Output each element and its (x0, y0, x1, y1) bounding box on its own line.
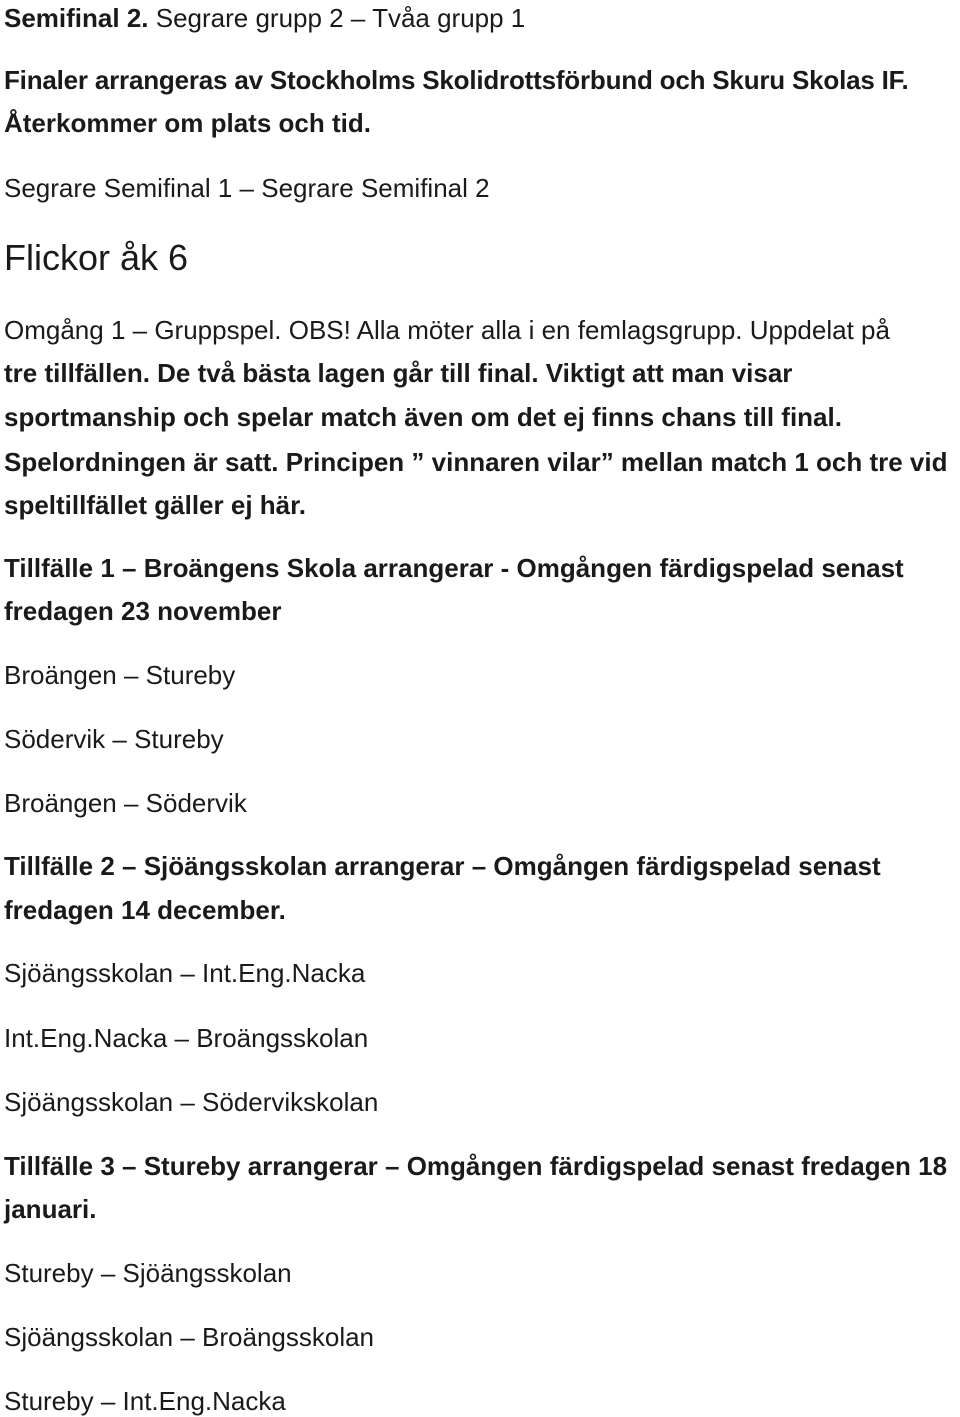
round1-intro-line-3: sportmanship och spelar match även om det ej finns chans till final. (4, 402, 842, 432)
occasion-2-match-2: Int.Eng.Nacka – Broängsskolan (4, 1023, 369, 1053)
final-match: Segrare Semifinal 1 – Segrare Semifinal 2 (4, 173, 490, 203)
occasion-3-match-3: Stureby – Int.Eng.Nacka (4, 1386, 286, 1416)
round1-intro-line-1: Omgång 1 – Gruppspel. OBS! Alla möter alla i en femlagsgrupp. Uppdelat på (4, 315, 890, 345)
occasion-1-match-3: Broängen – Södervik (4, 788, 247, 818)
occasion-3-match-2: Sjöängsskolan – Broängsskolan (4, 1322, 375, 1352)
occasion-2-title-line-2: fredagen 14 december. (4, 895, 286, 925)
occasion-3-match-1: Stureby – Sjöängsskolan (4, 1258, 292, 1288)
occasion-2-match-1: Sjöängsskolan – Int.Eng.Nacka (4, 958, 366, 988)
occasion-1-match-1: Broängen – Stureby (4, 660, 236, 690)
occasion-3-title-line-1: Tillfälle 3 – Stureby arrangerar – Omgången färdigspelad senast fredagen 18 (4, 1151, 948, 1181)
occasion-1-title-line-1: Tillfälle 1 – Broängens Skola arrangerar - Omgången färdigspelad senast (4, 553, 904, 583)
section-heading: Flickor åk 6 (4, 237, 189, 278)
finals-info-line-1: Finaler arrangeras av Stockholms Skolidrottsförbund och Skuru Skolas IF. (4, 65, 909, 95)
occasion-2-match-3: Sjöängsskolan – Södervikskolan (4, 1087, 379, 1117)
occasion-3-title-line-2: januari. (4, 1194, 97, 1224)
semifinal-2-line (4, 3, 525, 33)
round1-intro-line-4: Spelordningen är satt. Principen ” vinnaren vilar” mellan match 1 och tre vid (4, 447, 948, 477)
round1-intro-line-5: speltillfället gäller ej här. (4, 490, 307, 520)
semifinal-2-label: Semifinal 2. (4, 3, 149, 33)
occasion-1-match-2: Södervik – Stureby (4, 724, 224, 754)
occasion-2-title-line-1: Tillfälle 2 – Sjöängsskolan arrangerar – Omgången färdigspelad senast (4, 851, 881, 881)
round1-intro-line-2: tre tillfällen. De två bästa lagen går till final. Viktigt att man visar (4, 358, 793, 388)
occasion-1-title-line-2: fredagen 23 november (4, 596, 282, 626)
finals-info-line-2: Återkommer om plats och tid. (4, 108, 371, 138)
semifinal-2-text: Segrare grupp 2 – Tvåa grupp 1 (148, 3, 526, 33)
